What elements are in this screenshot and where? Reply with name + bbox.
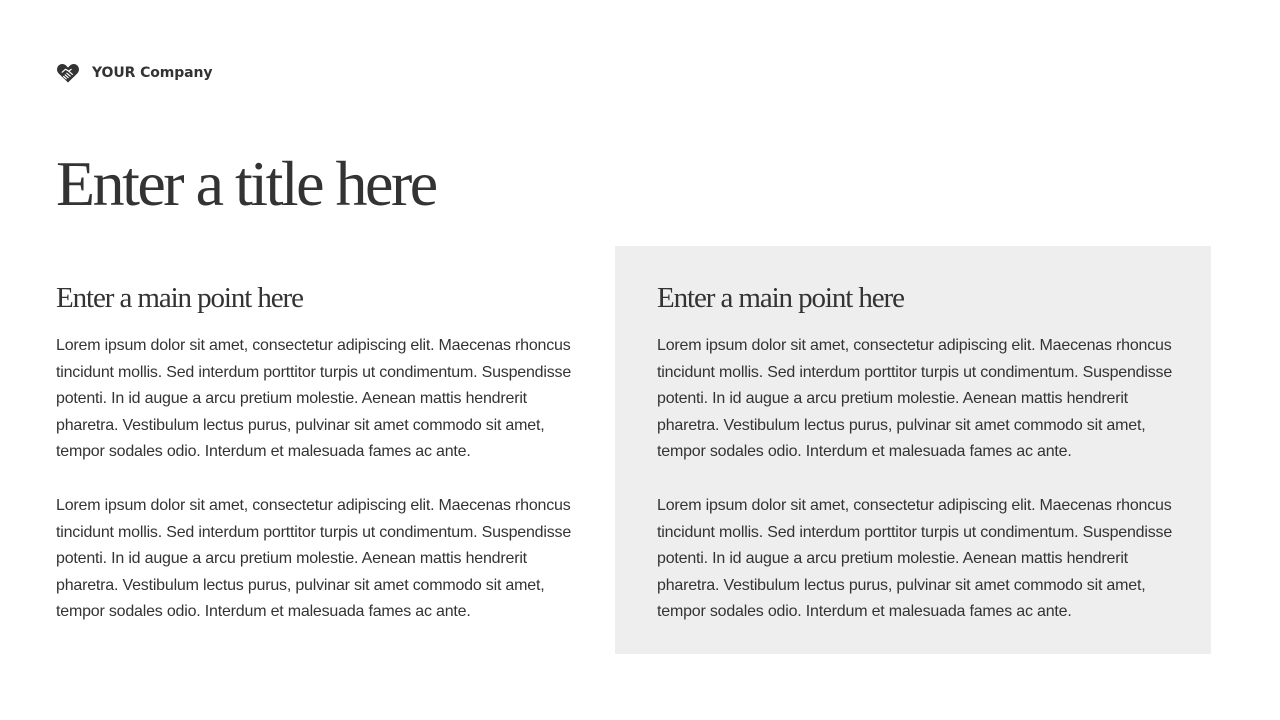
body-paragraph: Lorem ipsum dolor sit amet, consectetur adipiscing elit. Maecenas rhoncus tincidunt mollis. Sed interdum porttitor turpis ut condimentum. Suspendisse potenti. In id augue a arcu pretium molestie. Aenean mattis hendrerit pharetra. Vestibulum lectus purus, pulvinar sit amet commodo sit amet, tempor sodales odio. Interdum et malesuada fames ac ante. bbox=[56, 337, 572, 461]
main-point-body bbox=[657, 333, 1177, 653]
body-paragraph: Lorem ipsum dolor sit amet, consectetur adipiscing elit. Maecenas rhoncus tincidunt mollis. Sed interdum porttitor turpis ut condimentum. Suspendisse potenti. In id augue a arcu pretium molestie. Aenean mattis hendrerit pharetra. Vestibulum lectus purus, pulvinar sit amet commodo sit amet, tempor sodales odio. Interdum et malesuada fames ac ante. bbox=[56, 496, 572, 621]
brand bbox=[56, 61, 212, 85]
body-paragraph: Lorem ipsum dolor sit amet, consectetur adipiscing elit. Maecenas rhoncus tincidunt mollis. Sed interdum porttitor turpis ut condimentum. Suspendisse potenti. In id augue a arcu pretium molestie. Aenean mattis hendrerit pharetra. Vestibulum lectus purus, pulvinar sit amet commodo sit amet, tempor sodales odio. Interdum et malesuada fames ac ante. bbox=[657, 337, 1173, 461]
body-paragraph: Lorem ipsum dolor sit amet, consectetur adipiscing elit. Maecenas rhoncus tincidunt mollis. Sed interdum porttitor turpis ut condimentum. Suspendisse potenti. In id augue a arcu pretium molestie. Aenean mattis hendrerit pharetra. Vestibulum lectus purus, pulvinar sit amet commodo sit amet, tempor sodales odio. Interdum et malesuada fames ac ante. bbox=[657, 496, 1173, 621]
page-title: Enter a title here bbox=[56, 148, 436, 219]
main-point-heading: Enter a main point here bbox=[657, 282, 904, 314]
handshake-heart-icon bbox=[56, 61, 80, 85]
main-point-panel-left bbox=[56, 246, 576, 654]
main-point-heading: Enter a main point here bbox=[56, 282, 303, 314]
company-name: YOUR Company bbox=[92, 65, 213, 81]
main-point-body bbox=[56, 333, 576, 653]
main-point-panel-right bbox=[615, 246, 1211, 654]
